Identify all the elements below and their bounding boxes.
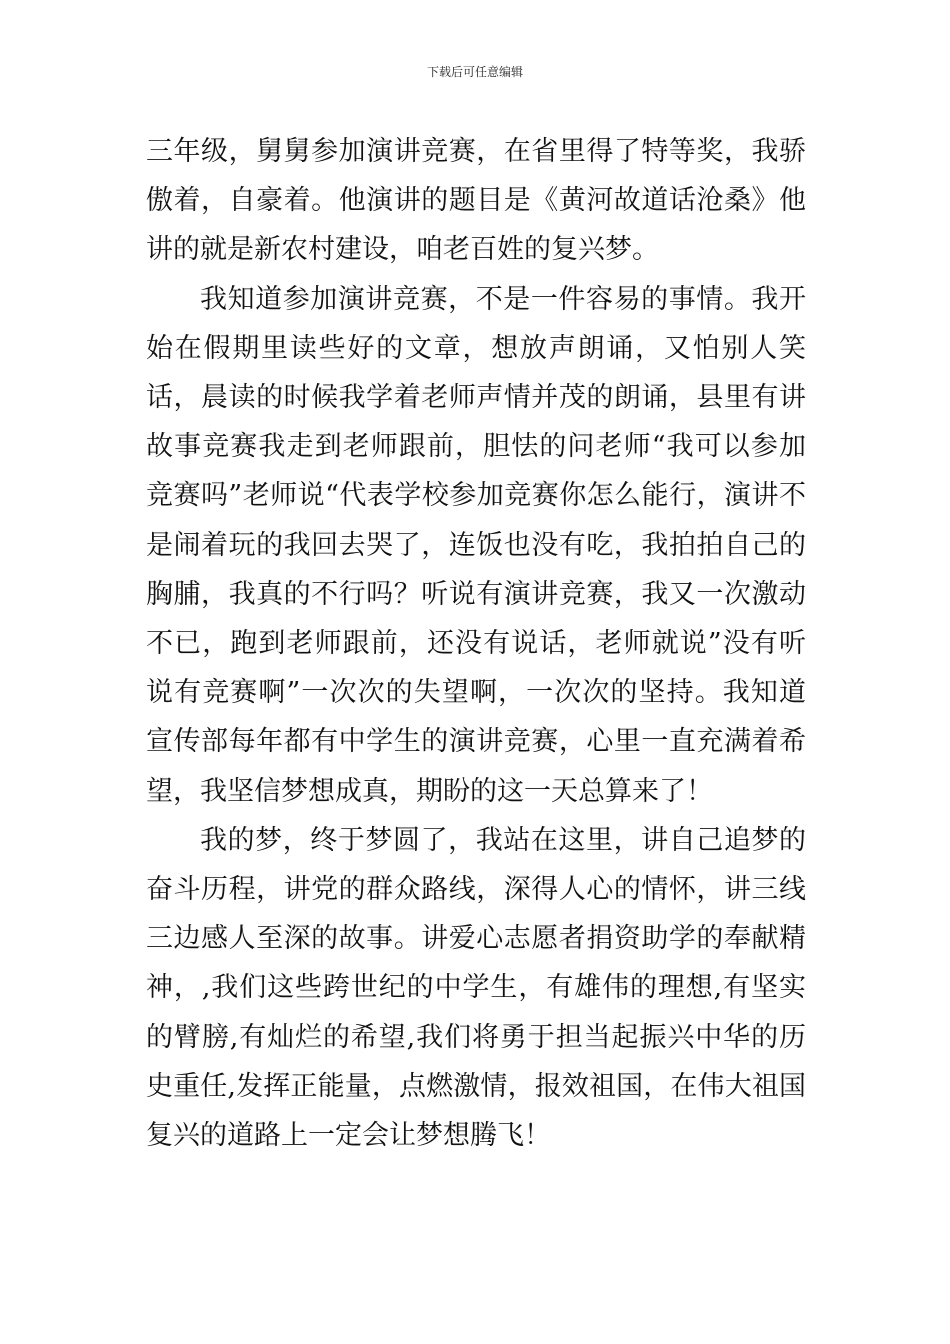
paragraph-1: 三年级，舅舅参加演讲竞赛，在省里得了特等奖，我骄傲着，自豪着。他演讲的题目是《黄河故道话沧桑》他讲的就是新农村建设，咱老百姓的复兴梦。	[146, 136, 806, 266]
body-text	[146, 127, 806, 1160]
header-note: 下载后可任意编辑	[426, 65, 523, 79]
paragraph-3: 我的梦，终于梦圆了，我站在这里，讲自己追梦的奋斗历程，讲党的群众路线，深得人心的情怀，讲三线三边感人至深的故事。讲爱心志愿者捐资助学的奉献精神，,我们这些跨世纪的中学生，有雄伟的理想,有坚实的臂膀,有灿烂的希望,我们将勇于担当起振兴中华的历史重任,发挥正能量，点燃激情，报效祖国，在伟大祖国复兴的道路上一定会让梦想腾飞！	[146, 824, 806, 1152]
paragraph-2: 我知道参加演讲竞赛，不是一件容易的事情。我开始在假期里读些好的文章，想放声朗诵，又怕别人笑话，晨读的时候我学着老师声情并茂的朗诵，县里有讲故事竞赛我走到老师跟前，胆怯的问老师“我可以参加竞赛吗”老师说“代表学校参加竞赛你怎么能行，演讲不是闹着玩的我回去哭了，连饭也没有吃，我拍拍自己的胸脯，我真的不行吗？听说有演讲竞赛，我又一次激动不已，跑到老师跟前，还没有说话，老师就说”没有听说有竞赛啊”一次次的失望啊，一次次的坚持。我知道宣传部每年都有中学生的演讲竞赛，心里一直充满着希望，我坚信梦想成真，期盼的这一天总算来了！	[146, 283, 806, 807]
